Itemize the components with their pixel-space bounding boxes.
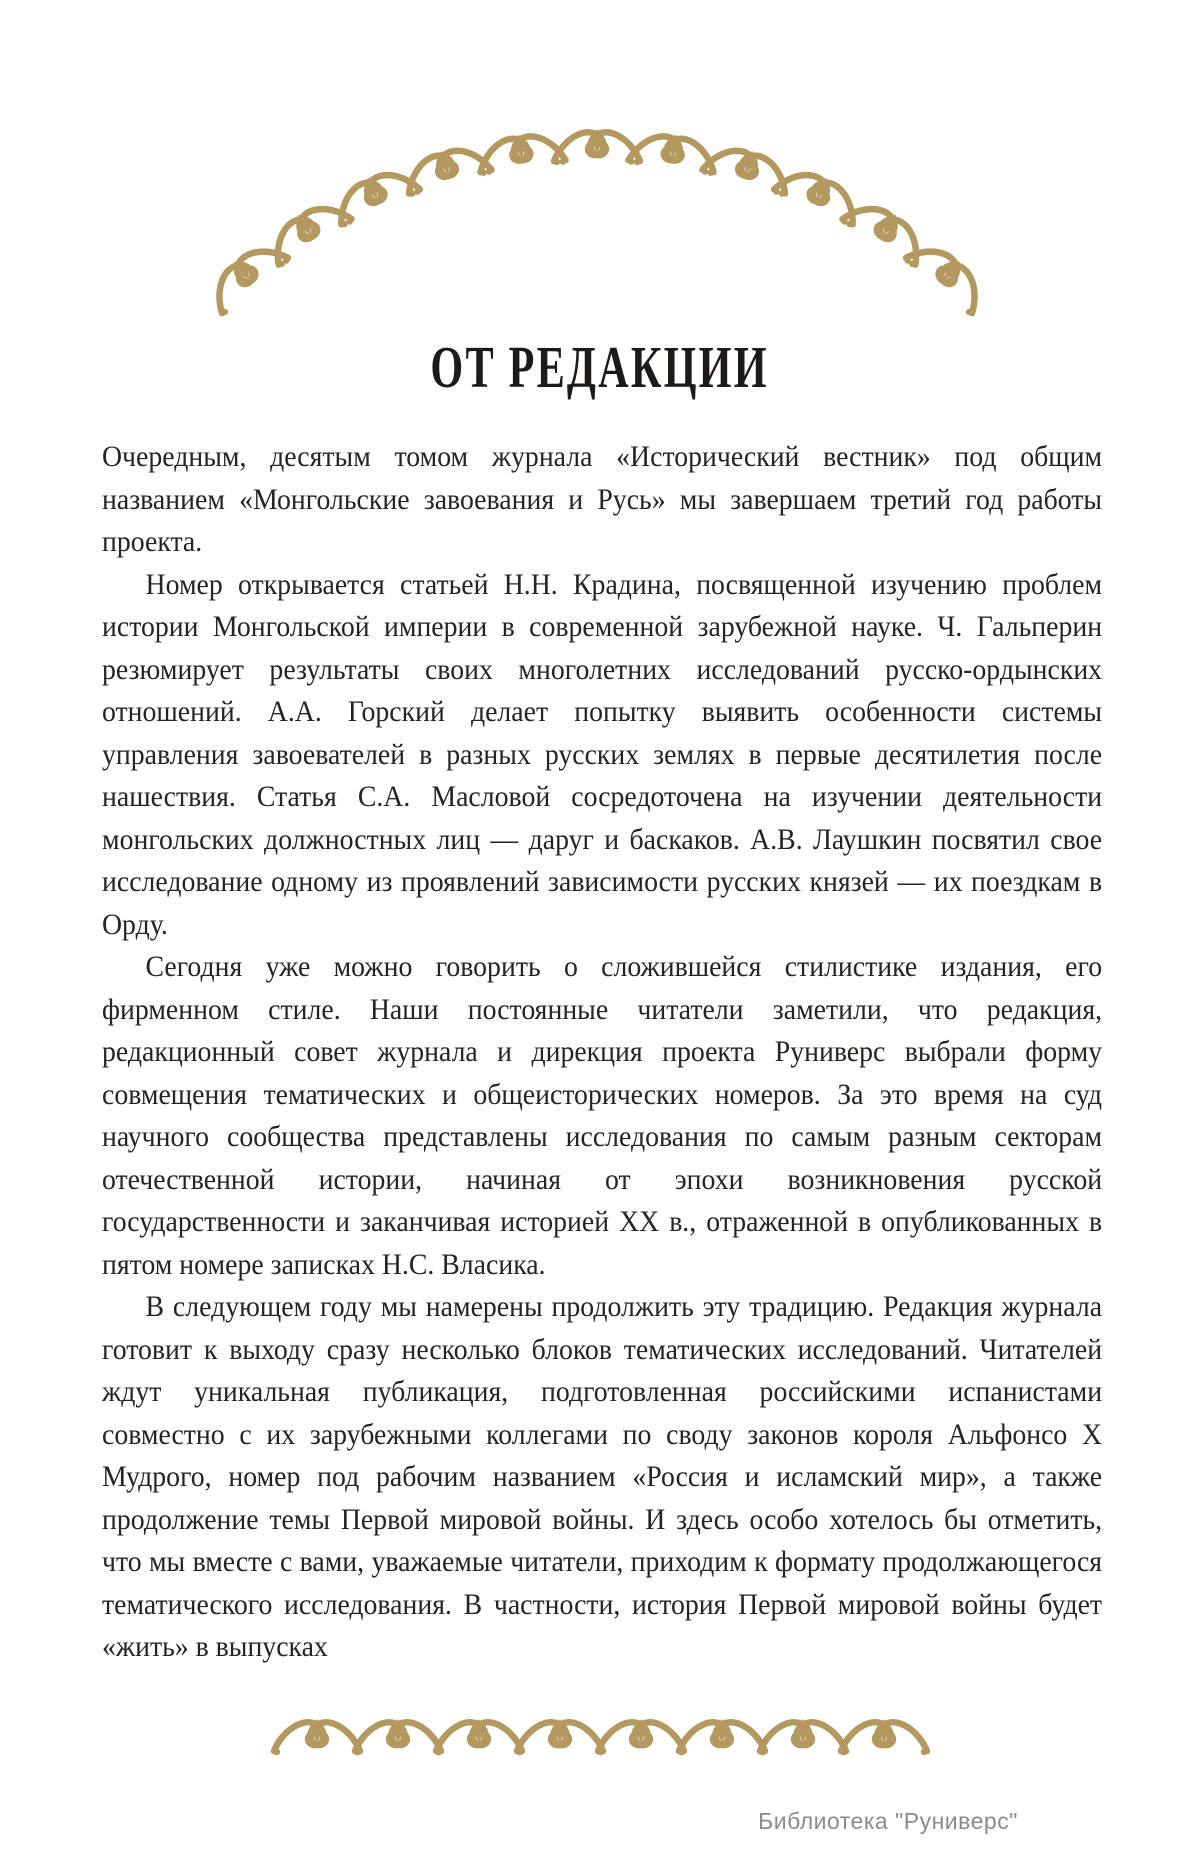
page-title bbox=[0, 335, 1200, 401]
floral-arc-ornament-icon bbox=[212, 128, 988, 328]
page-title-text: ОТ РЕДАКЦИИ bbox=[430, 335, 770, 401]
paragraph-3: Сегодня уже можно говорить о сложившейся стилистике издания, его фирменном стиле. Наши постоянные читатели заметили, что редакция, редакционный совет журнала и дирекция проекта Руниверс выбрали форму совмещения тематических и общеисторических номеров. За это время на суд научного сообщества представлены исследования по самым разным секторам отечественной истории, начиная от эпохи возникновения русской государственности и заканчивая историей XX в., отраженной в опубликованных в пятом номере записках Н.С. Власика. bbox=[102, 950, 1103, 1281]
editorial-text bbox=[102, 436, 1102, 1669]
paragraph-1: Очередным, десятым томом журнала «Исторический вестник» под общим названием «Монгольские завоевания и Русь» мы завершаем третий год работы проекта. bbox=[102, 440, 1103, 558]
floral-band-ornament-icon bbox=[270, 1704, 930, 1766]
paragraph-4: В следующем году мы намерены продолжить эту традицию. Редакция журнала готовит к выходу сразу несколько блоков тематических исследований. Читателей ждут уникальная публикация, подготовленная российскими испанистами совместно с их зарубежными коллегами по своду законов короля Альфонсо X Мудрого, номер под рабочим названием «Россия и исламский мир», а также продолжение темы Первой мировой войны. И здесь особо хотелось бы отметить, что мы вместе с вами, уважаемые читатели, приходим к формату продолжающегося тематического исследования. В частности, история Первой мировой войны будет «жить» в выпусках bbox=[102, 1290, 1103, 1663]
paragraph-2: Номер открывается статьей Н.Н. Крадина, посвященной изучению проблем истории Монгольской империи в современной зарубежной науке. Ч. Гальперин резюмирует результаты своих многолетних исследований русско-ордынских отношений. А.А. Горский делает попытку выявить особенности системы управления завоевателей в разных русских землях в первые десятилетия после нашествия. Статья С.А. Масловой сосредоточена на изучении деятельности монгольских должностных лиц — даруг и баскаков. А.В. Лаушкин посвятил свое исследование одному из проявлений зависимости русских князей — их поездкам в Орду. bbox=[102, 567, 1103, 941]
library-watermark: Библиотека "Руниверс" bbox=[758, 1808, 1018, 1834]
